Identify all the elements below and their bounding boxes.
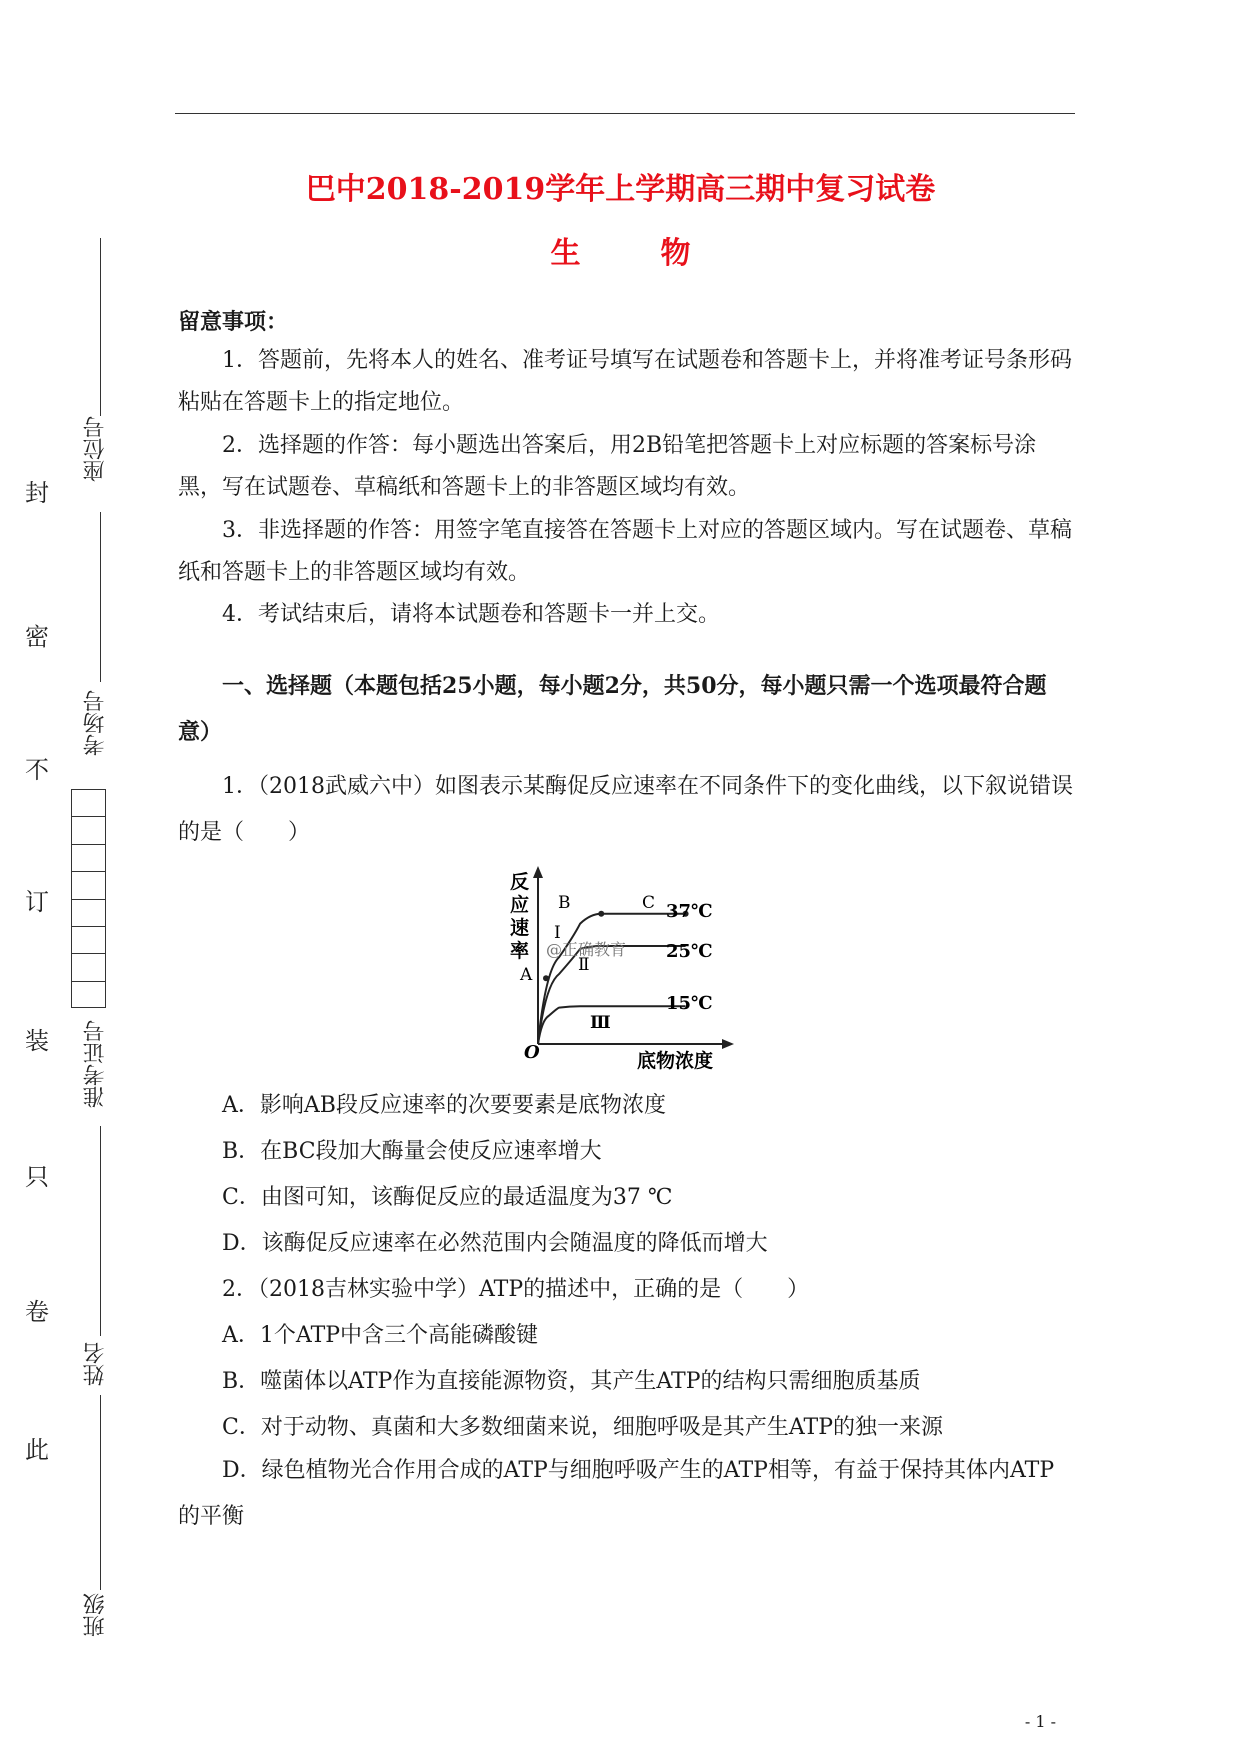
subject-char-1: 生 — [550, 236, 581, 271]
option: A．1个ATP中含三个高能磷酸键 — [222, 1323, 539, 1348]
notice-item: 3．非选择题的作答：用签字笔直接答在答题卡上对应的答题区域内。写在试题卷、草稿纸和答题卡上的非答题区域均有效。 — [178, 518, 1072, 585]
room-label: 考场号 — [83, 690, 108, 756]
binding-char: 不 — [25, 756, 49, 784]
notice-heading: 留意事项： — [178, 309, 289, 335]
point-label-b: B — [558, 893, 571, 913]
name-line — [100, 1395, 101, 1590]
y-axis-label: 反 应 速 率 — [510, 871, 530, 962]
option: D．该酶促反应速率在必然范围内会随温度的降低而增大 — [222, 1231, 768, 1256]
binding-char: 密 — [25, 623, 49, 651]
series-line-2 — [538, 946, 686, 1044]
question-stem: 1．（2018武威六中）如图表示某酶促反应速率在不同条件下的变化曲线，以下叙说错误的是（ ） — [178, 774, 1073, 845]
page-number — [0, 1712, 1241, 1731]
option: A．影响AB段反应速率的次要要素是底物浓度 — [222, 1093, 666, 1118]
section-heading: 一、选择题（本题包括25小题，每小题2分，共50分，每小题只需一个选项最符合题意） — [178, 673, 1047, 745]
option: C．对于动物、真菌和大多数细菌来说，细胞呼吸是其产生ATP的独一来源 — [222, 1415, 943, 1440]
binding-char: 订 — [25, 888, 49, 916]
binding-char: 卷 — [25, 1298, 49, 1326]
notice-item: 4．考试结束后，请将本试题卷和答题卡一并上交。 — [222, 602, 720, 627]
point-label-c: C — [642, 893, 656, 913]
curve-label-2: Ⅱ — [578, 955, 590, 975]
point-b — [598, 911, 604, 917]
option: D．绿色植物光合作用合成的ATP与细胞呼吸产生的ATP相等，有益于保持其体内ATP的平衡 — [178, 1458, 1055, 1529]
temp-label-25: 25℃ — [666, 941, 713, 962]
series-line-3 — [538, 1006, 686, 1044]
exam-title: 巴中2018-2019学年上学期高三期中复习试卷 — [305, 172, 936, 207]
subject-title — [0, 228, 1241, 272]
curve-label-3: Ⅲ — [590, 1013, 611, 1033]
class-label: 班级 — [83, 1593, 108, 1637]
binding-char: 此 — [25, 1436, 49, 1464]
room-line — [100, 512, 101, 682]
x-axis-label: 底物浓度 — [637, 1050, 714, 1072]
header-rule — [175, 113, 1075, 114]
seat-label: 座位号 — [83, 416, 108, 482]
temp-label-37: 37℃ — [666, 901, 713, 922]
curve-label-1: Ⅰ — [554, 923, 561, 943]
point-a — [543, 975, 549, 981]
option: C．由图可知，该酶促反应的最适温度为37 ℃ — [222, 1185, 673, 1210]
subject-char-2: 物 — [660, 236, 691, 271]
watermark: @正确教育 — [546, 940, 627, 959]
exam-id-label: 准考证号 — [83, 1020, 108, 1108]
seat-line — [100, 238, 101, 416]
origin-label: O — [524, 1042, 540, 1063]
exam-id-boxes — [71, 789, 106, 1008]
page-number-text: - 1 - — [1024, 1712, 1056, 1731]
x-axis-arrow — [722, 1039, 734, 1049]
binding-char: 只 — [25, 1163, 49, 1191]
point-label-a: A — [520, 965, 533, 985]
notice-item: 1．答题前，先将本人的姓名、准考证号填写在试题卷和答题卡上，并将准考证号条形码粘贴在答题卡上的指定地位。 — [178, 348, 1072, 415]
question-stem: 2．（2018吉林实验中学）ATP的描述中，正确的是（ ） — [222, 1277, 810, 1302]
temp-label-15: 15℃ — [666, 993, 713, 1014]
option: B．在BC段加大酶量会使反应速率增大 — [222, 1139, 602, 1164]
binding-char: 封 — [25, 479, 49, 507]
binding-char: 装 — [25, 1027, 49, 1055]
exam-id-line — [100, 1126, 101, 1336]
enzyme-rate-chart — [480, 858, 780, 1080]
option: B．噬菌体以ATP作为直接能源物资，其产生ATP的结构只需细胞质基质 — [222, 1369, 921, 1394]
notice-item: 2．选择题的作答：每小题选出答案后，用2B铅笔把答题卡上对应标题的答案标号涂黑，写在试题卷、草稿纸和答题卡上的非答题区域均有效。 — [178, 433, 1037, 500]
name-label: 姓名 — [83, 1342, 108, 1386]
